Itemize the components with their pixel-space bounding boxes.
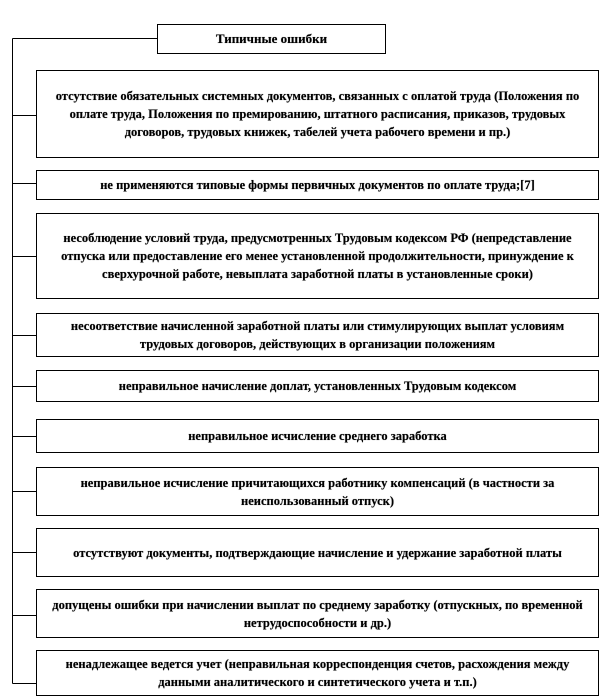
error-box bbox=[36, 313, 599, 357]
error-box bbox=[36, 650, 599, 696]
error-box bbox=[36, 589, 599, 638]
error-box bbox=[36, 370, 599, 402]
diagram-title-box bbox=[157, 24, 386, 54]
error-text: отсутствуют документы, подтверждающие начисление и удержание заработной платы bbox=[73, 545, 562, 560]
error-text: ненадлежащее ведется учет (неправильная корреспонденция счетов, расхождения между данными аналитического и синтетического учета и т.п.) bbox=[65, 657, 570, 689]
error-box bbox=[36, 528, 599, 577]
error-text: неправильное исчисление причитающихся работнику компенсаций (в частности за неиспользованный отпуск) bbox=[80, 475, 555, 508]
error-text: отсутствие обязательных системных документов, связанных с оплатой труда (Положения по оплате труда, Положения по премированию, штатного расписания, приказов, трудовых договоров, трудовых книжек, табелей учета рабочего времени и пр.) bbox=[55, 89, 580, 139]
error-text: несоблюдение условий труда, предусмотренных Трудовым кодексом РФ (непредставление отпуска или предоставление его менее установленной продолжительности, принуждение к сверхурочной работе, невыплата заработной платы в установленные сроки) bbox=[61, 231, 574, 281]
error-box bbox=[36, 213, 599, 299]
error-text: не применяются типовые формы первичных документов по оплате труда;[7] bbox=[100, 178, 535, 192]
error-text: неправильное исчисление среднего заработка bbox=[188, 429, 447, 443]
diagram-title: Типичные ошибки bbox=[215, 31, 328, 46]
error-text: неправильное начисление доплат, установленных Трудовым кодексом bbox=[118, 379, 517, 393]
error-box bbox=[36, 70, 599, 158]
error-box bbox=[36, 170, 599, 200]
error-box bbox=[36, 467, 599, 516]
error-box bbox=[36, 419, 599, 453]
error-text: несоответствие начисленной заработной платы или стимулирующих выплат условиям трудовых договоров, действующих в организации положениям bbox=[70, 319, 565, 351]
error-text: допущены ошибки при начислении выплат по среднему заработку (отпускных, по временной нетрудоспособности и др.) bbox=[52, 597, 583, 630]
